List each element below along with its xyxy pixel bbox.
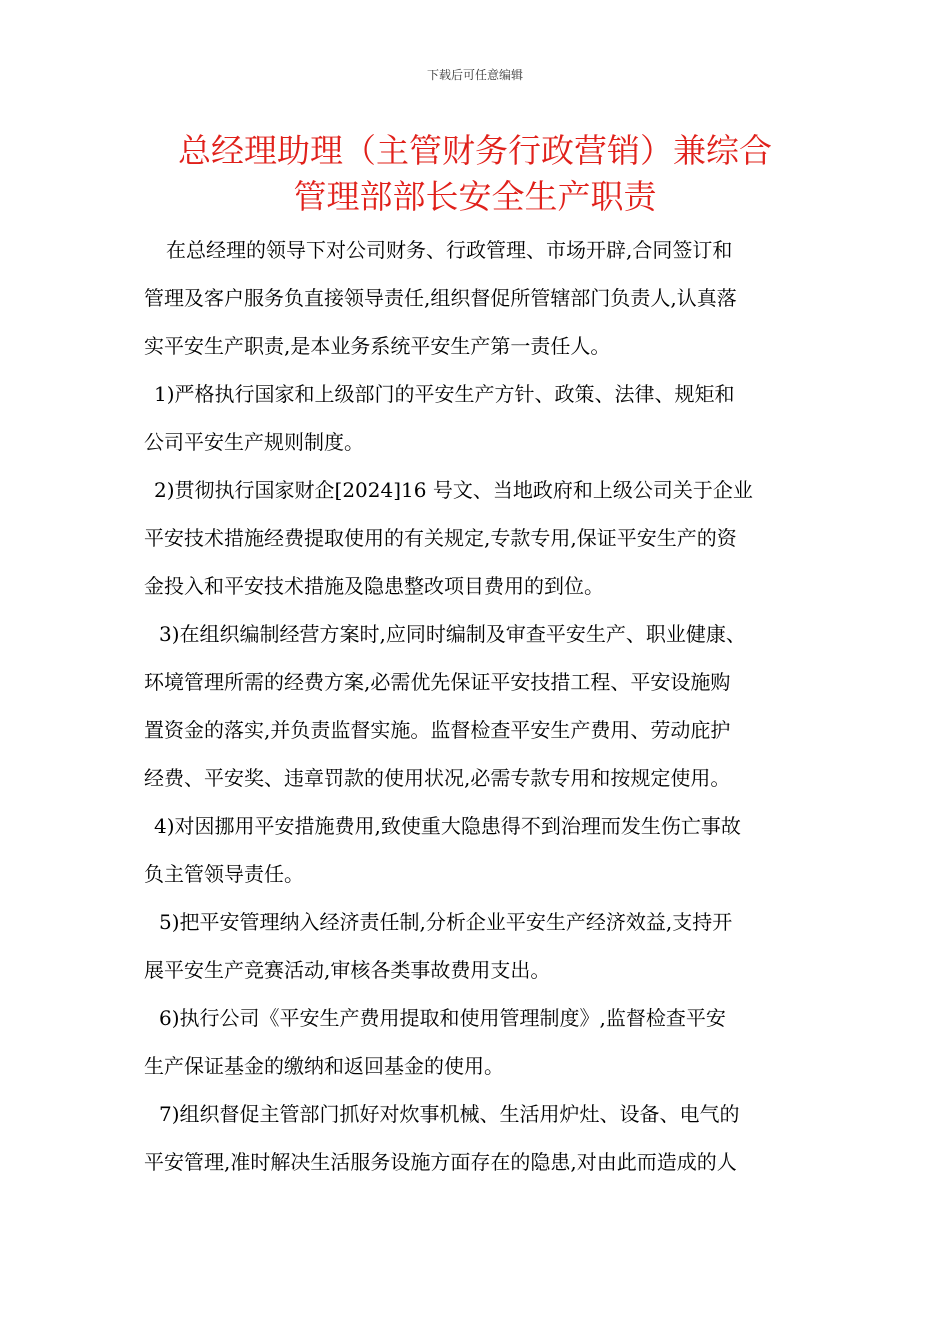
body-line: 管理及客户服务负直接领导责任,组织督促所管辖部门负责人,认真落 <box>144 286 737 310</box>
body-line: 经费、平安奖、违章罚款的使用状况,必需专款专用和按规定使用。 <box>144 766 731 790</box>
body-line: 2)贯彻执行国家财企[2024]16 号文、当地政府和上级公司关于企业 <box>154 478 753 502</box>
body-line: 生产保证基金的缴纳和返回基金的使用。 <box>144 1054 504 1078</box>
document-title <box>130 128 820 220</box>
body-line: 实平安生产职责,是本业务系统平安生产第一责任人。 <box>144 334 611 358</box>
title-line-1: 总经理助理（主管财务行政营销）兼综合 <box>178 131 772 170</box>
title-line-2: 管理部部长安全生产职责 <box>293 177 657 216</box>
body-line: 平安技术措施经费提取使用的有关规定,专款专用,保证平安生产的资 <box>144 526 737 550</box>
body-line: 负主管领导责任。 <box>144 862 304 886</box>
body-line: 4)对因挪用平安措施费用,致使重大隐患得不到治理而发生伤亡事故 <box>154 814 741 838</box>
document-body <box>144 226 810 1186</box>
body-line: 6)执行公司《平安生产费用提取和使用管理制度》,监督检查平安 <box>159 1006 726 1030</box>
body-line: 环境管理所需的经费方案,必需优先保证平安技措工程、平安设施购 <box>144 670 731 694</box>
body-line: 7)组织督促主管部门抓好对炊事机械、生活用炉灶、设备、电气的 <box>159 1102 740 1126</box>
body-line: 展平安生产竞赛活动,审核各类事故费用支出。 <box>144 958 551 982</box>
body-line: 5)把平安管理纳入经济责任制,分析企业平安生产经济效益,支持开 <box>159 910 733 934</box>
body-line: 公司平安生产规则制度。 <box>144 430 364 454</box>
body-line: 3)在组织编制经营方案时,应同时编制及审查平安生产、职业健康、 <box>159 622 746 646</box>
body-line: 1)严格执行国家和上级部门的平安生产方针、政策、法律、规矩和 <box>154 382 735 406</box>
body-line: 置资金的落实,并负责监督实施。监督检查平安生产费用、劳动庇护 <box>144 718 731 742</box>
body-line: 在总经理的领导下对公司财务、行政管理、市场开辟,合同签订和 <box>166 238 733 262</box>
body-line: 金投入和平安技术措施及隐患整改项目费用的到位。 <box>144 574 604 598</box>
header-note: 下载后可任意编辑 <box>426 68 523 82</box>
body-line: 平安管理,准时解决生活服务设施方面存在的隐患,对由此而造成的人 <box>144 1150 737 1174</box>
